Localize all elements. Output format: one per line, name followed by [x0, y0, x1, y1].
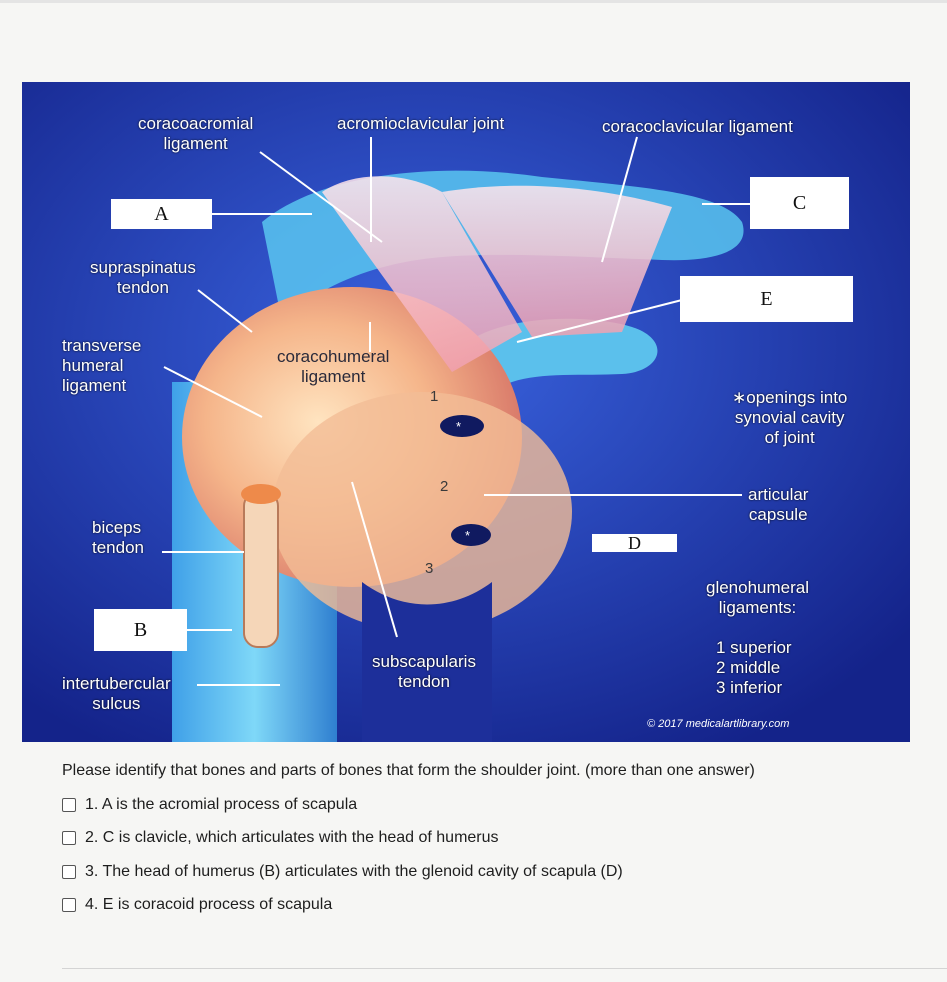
- checkbox-1[interactable]: [62, 798, 76, 812]
- svg-text:*: *: [465, 528, 471, 543]
- checkbox-2[interactable]: [62, 831, 76, 845]
- glenohumeral-ligaments-label: glenohumeral ligaments:: [706, 578, 810, 617]
- answer-option-2-text: 2. C is clavicle, which articulates with the head of humerus: [85, 829, 499, 846]
- biceps-tendon-label: biceps tendon: [92, 518, 144, 557]
- glenohumeral-ligament-list: 1 superior 2 middle 3 inferior: [716, 638, 792, 697]
- coracoacromial-ligament-label: coracoacromial ligament: [138, 114, 254, 153]
- supraspinatus-tendon-label: supraspinatus tendon: [90, 258, 196, 297]
- answer-option-3[interactable]: [62, 863, 623, 881]
- label-box-d: D: [592, 534, 677, 552]
- answer-option-3-text: 3. The head of humerus (B) articulates with the glenoid cavity of scapula (D): [85, 863, 623, 880]
- checkbox-4[interactable]: [62, 898, 76, 912]
- svg-text:*: *: [456, 419, 462, 434]
- question-prompt: Please identify that bones and parts of bones that form the shoulder joint. (more than one answer): [62, 762, 755, 779]
- coracohumeral-ligament-label: coracohumeral ligament: [277, 347, 390, 386]
- label-box-a: A: [111, 199, 212, 229]
- label-box-c: C: [750, 177, 849, 229]
- checkbox-3[interactable]: [62, 865, 76, 879]
- transverse-humeral-ligament-label: transverse humeral ligament: [62, 336, 142, 395]
- label-box-e: E: [680, 276, 853, 322]
- shoulder-joint-illustration: [22, 82, 910, 742]
- answer-option-4-text: 4. E is coracoid process of scapula: [85, 896, 333, 913]
- answer-option-2[interactable]: [62, 829, 499, 847]
- ligament-number-1: 1: [430, 388, 439, 405]
- answer-option-1[interactable]: [62, 796, 357, 814]
- intertubercular-sulcus-label: intertubercular sulcus: [62, 674, 171, 713]
- ligament-number-3: 3: [425, 560, 434, 577]
- bottom-divider: [62, 968, 947, 969]
- answer-option-4[interactable]: [62, 896, 332, 914]
- copyright-label: © 2017 medicalartlibrary.com: [647, 718, 790, 730]
- answer-option-1-text: 1. A is the acromial process of scapula: [85, 796, 358, 813]
- subscapularis-tendon-label: subscapularis tendon: [372, 652, 476, 691]
- coracoclavicular-ligament-label: coracoclavicular ligament: [602, 117, 793, 136]
- acromioclavicular-joint-label: acromioclavicular joint: [337, 114, 505, 133]
- label-box-b: B: [94, 609, 187, 651]
- openings-label: ∗openings into synovial cavity of joint: [732, 388, 848, 447]
- ligament-number-2: 2: [440, 478, 449, 495]
- articular-capsule-label: articular capsule: [748, 485, 809, 524]
- top-divider: [0, 0, 947, 3]
